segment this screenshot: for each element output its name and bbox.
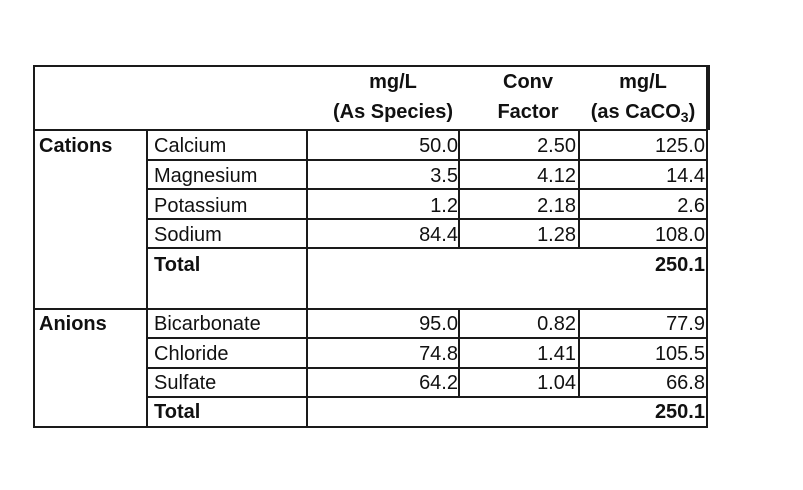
anions-total-label: Total — [154, 401, 201, 423]
header-caco3-line1: mg/L — [619, 71, 667, 93]
cation-caco3: 108.0 — [654, 224, 705, 246]
cation-species: 84.4 — [419, 224, 458, 246]
cation-name: Magnesium — [154, 165, 258, 187]
cations-group-label: Cations — [39, 135, 113, 157]
header-species-line2: (As Species) — [332, 101, 454, 123]
anion-name: Chloride — [154, 343, 229, 365]
cation-species: 1.2 — [430, 195, 458, 217]
cations-total-label: Total — [154, 254, 201, 276]
header-species-line1: mg/L — [369, 71, 417, 93]
cation-factor: 2.50 — [537, 135, 576, 157]
anion-factor: 1.41 — [537, 343, 576, 365]
cation-caco3: 2.6 — [677, 195, 705, 217]
anion-factor: 1.04 — [537, 372, 576, 394]
factor-column-divider-bottom — [578, 309, 580, 398]
header-divider — [33, 129, 708, 131]
header-conv-line2: Factor — [497, 101, 559, 123]
anion-name: Sulfate — [154, 372, 217, 394]
cation-factor: 4.12 — [537, 165, 576, 187]
anion-caco3: 105.5 — [654, 343, 705, 365]
anion-species: 64.2 — [419, 372, 458, 394]
header-conv-line1: Conv — [503, 71, 553, 93]
species-column-divider-bottom — [458, 309, 460, 398]
anion-factor: 0.82 — [537, 313, 576, 335]
cation-name: Calcium — [154, 135, 227, 157]
cation-name: Potassium — [154, 195, 248, 217]
anion-caco3: 66.8 — [666, 372, 705, 394]
anion-caco3: 77.9 — [666, 313, 705, 335]
cations-total-value: 250.1 — [654, 254, 705, 276]
cation-factor: 2.18 — [537, 195, 576, 217]
cation-species: 3.5 — [430, 165, 458, 187]
row-rule — [147, 367, 708, 369]
section-divider — [33, 308, 708, 310]
anions-total-value: 250.1 — [654, 401, 705, 423]
anion-species: 74.8 — [419, 343, 458, 365]
row-rule — [147, 337, 708, 339]
cation-name: Sodium — [154, 224, 222, 246]
row-rule — [147, 188, 708, 190]
row-rule — [147, 396, 708, 398]
name-column-divider — [306, 130, 308, 428]
header-caco3-divider — [708, 65, 710, 130]
group-column-divider — [146, 130, 148, 428]
cation-caco3: 14.4 — [666, 165, 705, 187]
cation-caco3: 125.0 — [654, 135, 705, 157]
anion-species: 95.0 — [419, 313, 458, 335]
header-caco3-line2: (as CaCO$_3$) — [590, 101, 696, 125]
anions-group-label: Anions — [39, 313, 107, 335]
cation-species: 50.0 — [419, 135, 458, 157]
cation-factor: 1.28 — [537, 224, 576, 246]
row-rule — [147, 159, 708, 161]
row-rule — [147, 247, 708, 249]
anion-name: Bicarbonate — [154, 313, 261, 335]
row-rule — [147, 218, 708, 220]
